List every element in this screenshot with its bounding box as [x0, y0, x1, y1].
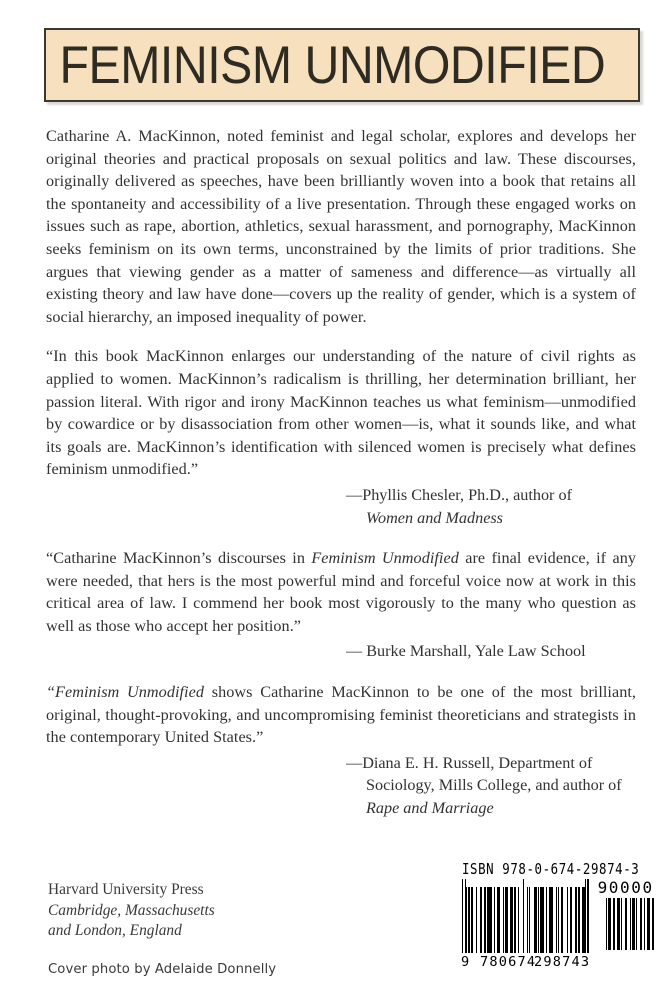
blurb-attribution-russell-book: Rape and Marriage [366, 799, 494, 818]
blurb-quote-marshall [46, 547, 636, 637]
ean13-digits [461, 954, 591, 970]
barcode-bars-row [461, 878, 654, 970]
ean13-digit-group-1: 9 [461, 954, 471, 970]
blurb-attribution-chesler-book: Women and Madness [366, 508, 503, 527]
ean13-bars [462, 879, 589, 953]
back-cover-text [46, 125, 636, 820]
spacer [46, 663, 636, 681]
description-paragraph: Catharine A. MacKinnon, noted feminist and legal scholar, explores and develops her original theories and practical proposals on sexual politics and law. These discourses, originally delivered as speeches, have been brilliantly woven into a book that retains all the spontaneity and accessibility of a live presentation. Through these engaged works on issues such as rape, abortion, athletics, sexual harassment, and pornography, MacKinnon seeks feminism on its own terms, unconstrained by the limits of prior traditions. She argues that viewing gender as a matter of sameness and difference—as virtually all existing theory and law have done—covers up the reality of gender, which is a system of social hierarchy, an imposed inequality of power. [46, 127, 636, 326]
blurb-quote-chesler: “In this book MacKinnon enlarges our understanding of the nature of civil rights as applied to women. MacKinnon’s radicalism is thrilling, her determination brilliant, her passion literal. With rigor and irony MacKinnon teaches us what feminism—unmodified by cowardice or by disassociation from other women—is, what it sounds like, and what its goals are. MacKinnon’s identification with silenced women is precisely what defines feminism unmodified.” [46, 347, 636, 479]
barcode-block [461, 860, 654, 970]
blurb-attribution-russell-line2: Sociology, Mills College, and author of [366, 776, 622, 795]
ean13-digit-group-2: 780674 [480, 954, 537, 970]
publisher-city-secondary: and London, England [48, 922, 182, 939]
page-title: FEMINISM UNMODIFIED [59, 35, 606, 95]
cover-photo-credit: Cover photo by Adelaide Donnelly [48, 962, 277, 977]
quote-text-part2: are final evidence, if any were needed, that hers is the most powerful mind and forceful voice now at work in this critical area of law. I commend her book most vigorously to the many who question as well as those who accept her position.” [46, 549, 636, 635]
blurb-quote-russell [46, 681, 636, 749]
publisher-name: Harvard University Press [48, 881, 204, 898]
book-title-italic: “Feminism Unmodified [46, 683, 204, 702]
title-banner [44, 28, 640, 102]
quote-text-part1: “Catharine MacKinnon’s discourses in [46, 549, 312, 568]
spacer [46, 529, 636, 547]
publisher-city: Cambridge, Massachusetts [48, 901, 215, 919]
book-title-italic: Feminism Unmodified [311, 549, 459, 568]
blurb-attribution-russell-line1: —Diana E. H. Russell, Department of [346, 753, 593, 772]
publisher-block [48, 880, 215, 942]
supplement-bars [606, 898, 654, 950]
supplement-price-code: 90000 [597, 878, 654, 897]
ean13-digit-group-3: 298743 [534, 954, 591, 970]
blurb-attribution-chesler-line1: —Phyllis Chesler, Ph.D., author of [346, 485, 572, 504]
barcode-supplement [598, 879, 654, 950]
quote-text-part2: shows Catharine MacKinnon to be one of the most brilliant, original, thought-provoking, and uncompromising feminist theoreticians and strategists in the contemporary United States.” [46, 683, 636, 747]
ean13-barcode [462, 879, 589, 970]
blurb-attribution-marshall: — Burke Marshall, Yale Law School [346, 642, 586, 661]
isbn-label: ISBN 978-0-674-29874-3 [462, 860, 640, 878]
